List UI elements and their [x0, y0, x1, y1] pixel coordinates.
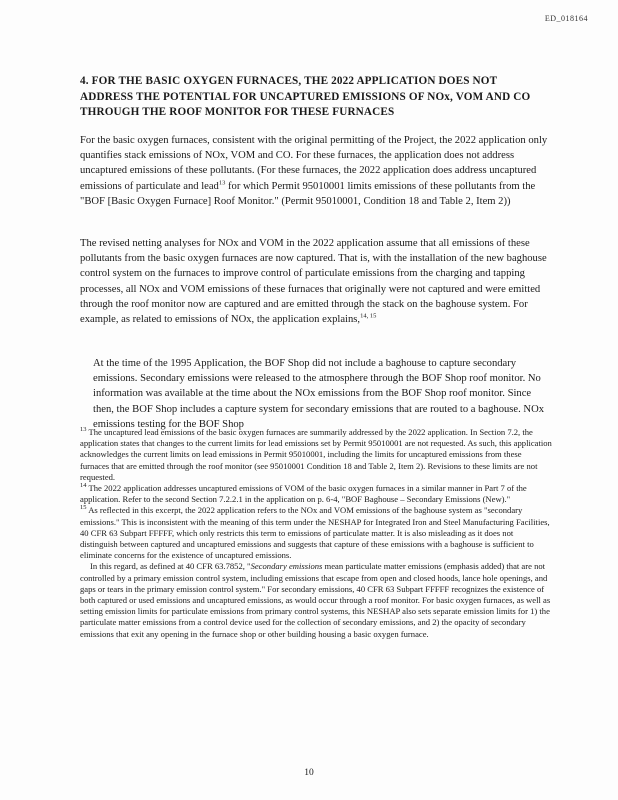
paragraph2-text: The revised netting analyses for NOx and VOM in the 2022 application assume that all emissions of these pollutants from the basic oxygen furnaces are now captured. That is, with the installation of the new baghouse control system on the furnaces to improve control of particulate emissions from the charging and tapping processes, all NOx and VOM emissions of these furnaces that originally were not captured and were emitted through the roof monitor now are captured and are emitted through the stack on the baghouse system. For example, as related to emissions of NOx, the application explains,	[80, 238, 547, 326]
footnote-ref-13[interactable]: 13	[218, 179, 226, 187]
footnote-text: The uncaptured lead emissions of the basic oxygen furnaces are summarily addressed by the 2022 application. In Section 7.2, the application states that changes to the current limits for lead emissions set by Permit 95010001 are not requested. As such, this application acknowledges the current limits on lead emissions in Permit 95010001, including the limits for uncaptured emissions from these furnaces that are emitted through the roof monitor (see 95010001 Condition 18 and Table 2, Item 2). Revisions to these limits are not requested.	[80, 427, 552, 482]
section-heading: 4. FOR THE BASIC OXYGEN FURNACES, THE 2022 APPLICATION DOES NOT ADDRESS THE POTENTIAL FOR UNCAPTURED EMISSIONS OF NOx, VOM AND CO THROUGH THE ROOF MONITOR FOR THESE FURNACES	[80, 75, 531, 118]
paragraph-basic-oxygen-furnaces	[80, 133, 550, 209]
footnote-text: mean particulate matter emissions (emphasis added) that are not controlled by a primary emission control system, including emissions that escape from open and closed hoods, lance hole openings, and gaps or tears in the primary emission control system." For secondary emissions, 40 CFR 63 Subpart FFFFF recognizes the existence of both captured or used emissions and uncaptured emissions, as would occur through a roof monitor. For basic oxygen furnaces, as well as setting emission limits for particulate emissions from primary control systems, this NESHAP also sets separate emission limits for 1) the particulate matter emissions from a control device used for the collection of secondary emissions, and 2) the opacity of secondary emissions that exit any opening in the furnace shop or other building housing a basic oxygen furnace.	[80, 561, 551, 639]
footnote-text: In this regard, as defined at 40 CFR 63.7852, "	[90, 561, 251, 572]
paragraph1-text-b: for which Permit 95010001 limits emissions of these pollutants from the "BOF [Basic Oxygen Furnace] Roof Monitor." (Permit 95010001, Condition 18 and Table 2, Item 2))	[80, 180, 536, 207]
footnote-ref-14-15[interactable]: 14, 15	[360, 312, 377, 320]
footnote-number: 14	[80, 482, 87, 490]
footnote-number: 15	[80, 504, 87, 512]
footnote-15	[80, 505, 552, 561]
page-identifier: ED_018164	[544, 14, 588, 23]
footnote-15-continued	[80, 561, 552, 639]
page-number: 10	[304, 768, 314, 778]
footnotes-section	[80, 427, 552, 640]
footnote-text: The 2022 application addresses uncaptured emissions of VOM of the basic oxygen furnaces in a similar manner in Part 7 of the application. Refer to the second Section 7.2.2.1 in the application on p. 6-4, "BOF Baghouse – Secondary Emissions (New)."	[80, 483, 527, 505]
footnote-14	[80, 483, 552, 505]
paragraph-netting-analyses	[80, 236, 550, 327]
block-quote: At the time of the 1995 Application, the BOF Shop did not include a baghouse to capture secondary emissions. Secondary emissions were released to the atmosphere through the BOF Shop roof monitor. No information was available at the time about the NOx emissions from the BOF Shop roof monitor. Since then, the BOF Shop includes a capture system for secondary emissions that are routed to a baghouse. NOx emissions testing for the BOF Shop	[93, 358, 545, 430]
footnote-text: As reflected in this excerpt, the 2022 application refers to the NOx and VOM emissions of the baghouse system as "secondary emissions." This is inconsistent with the meaning of this term under the NESHAP for Integrated Iron and Steel Manufacturing Facilities, 40 CFR 63 Subpart FFFFF, which only restricts this term to emissions of particulate matter. It is also misleading as it does not distinguish between captured and uncaptured emissions and suggests that capture of these emissions with a baghouse is sufficient to eliminate concerns for the existence of uncaptured emissions.	[80, 505, 550, 561]
footnote-13	[80, 427, 552, 483]
footnote-emphasis: Secondary emissions	[250, 561, 323, 572]
footnote-number: 13	[80, 426, 87, 434]
paragraph1-text-a: For the basic oxygen furnaces, consistent with the original permitting of the Project, the 2022 application only quantifies stack emissions of NOx, VOM and CO. For these furnaces, the application does not address uncaptured emissions of these pollutants. (For these furnaces, the 2022 application does address uncaptured emissions of particulate and lead	[80, 135, 548, 192]
